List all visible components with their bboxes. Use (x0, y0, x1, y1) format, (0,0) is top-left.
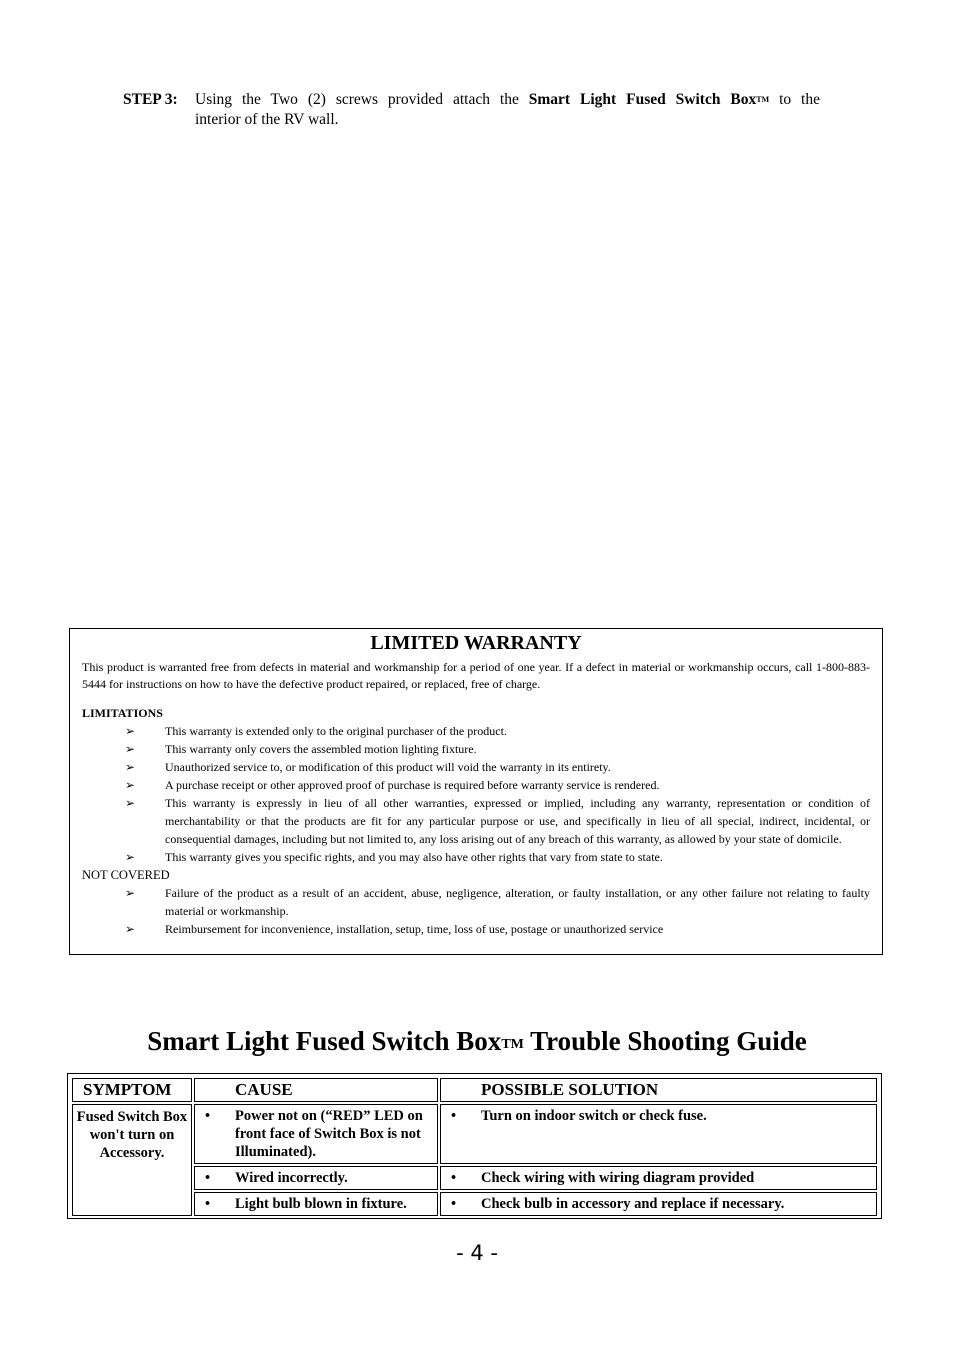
bullet-icon: • (205, 1108, 211, 1124)
solution-text: Check bulb in accessory and replace if necessary. (481, 1196, 785, 1212)
step-3-paragraph (123, 90, 820, 130)
arrow-bullet-icon: ➢ (125, 922, 136, 936)
product-name: Smart Light Fused Switch Box (528, 91, 757, 108)
list-item (70, 884, 882, 920)
step-text-line-1 (195, 90, 820, 110)
arrow-bullet-icon: ➢ (125, 778, 136, 792)
symptom-cell: Fused Switch Box won't turn on Accessory. (72, 1104, 192, 1216)
not-covered-list (70, 884, 882, 938)
cause-header: CAUSE (194, 1078, 438, 1102)
list-item (70, 848, 882, 866)
bullet-icon: • (451, 1196, 457, 1212)
cause-text: Light bulb blown in fixture. (235, 1196, 407, 1212)
solution-text: Check wiring with wiring diagram provided (481, 1170, 755, 1186)
limitation-text: This warranty gives you specific rights, and you may also have other rights that vary from state to state. (165, 850, 663, 864)
limitations-heading: LIMITATIONS (82, 706, 163, 720)
guide-title-suffix: Trouble Shooting Guide (523, 1026, 807, 1056)
table-row (72, 1192, 877, 1216)
not-covered-text: Failure of the product as a result of an accident, abuse, negligence, alteration, or faulty installation, or any other failure not relating to faulty material or workmanship. (165, 886, 870, 918)
list-item (70, 794, 882, 848)
step-label: STEP 3: (123, 91, 178, 108)
warranty-intro: This product is warranted free from defects in material and workmanship for a period of one year. If a defect in material or workmanship occurs, call 1-800-883-5444 for instructions on how to have the defective product repaired, or replaced, free of charge. (82, 660, 870, 691)
trademark: TM (756, 95, 770, 104)
list-item (70, 722, 882, 740)
limitation-text: A purchase receipt or other approved proof of purchase is required before warranty service is rendered. (165, 778, 660, 792)
symptom-header: SYMPTOM (72, 1078, 192, 1102)
arrow-bullet-icon: ➢ (125, 760, 136, 774)
step-text-suffix: to the (779, 91, 820, 108)
table-header-row (72, 1078, 877, 1102)
cause-text: Power not on (“RED” LED on front face of Switch Box is not Illuminated). (235, 1108, 423, 1160)
solution-text: Turn on indoor switch or check fuse. (481, 1108, 707, 1124)
arrow-bullet-icon: ➢ (125, 886, 136, 900)
arrow-bullet-icon: ➢ (125, 796, 136, 810)
table-row (72, 1166, 877, 1190)
guide-title-prefix: Smart Light Fused Switch Box (147, 1026, 502, 1056)
arrow-bullet-icon: ➢ (125, 850, 136, 864)
page-number: - 4 - (456, 1241, 498, 1265)
bullet-icon: • (205, 1170, 211, 1186)
not-covered-text: Reimbursement for inconvenience, installation, setup, time, loss of use, postage or unauthorized service (165, 922, 664, 936)
limitation-text: This warranty is expressly in lieu of all other warranties, expressed or implied, including any warranty, representation or condition of merchantability or that the products are fit for any particular purpose or use, and specifically in lieu of all special, indirect, incidental, or consequential damages, including but not limited to, any loss arising out of any breach of this warranty, as allowed by your state of domicile. (165, 796, 870, 846)
trouble-shooting-guide-title (0, 1024, 954, 1062)
bullet-icon: • (451, 1170, 457, 1186)
guide-trademark: TM (501, 1037, 524, 1052)
list-item (70, 758, 882, 776)
limited-warranty-box (69, 628, 883, 955)
step-text-line-2: interior of the RV wall. (195, 111, 339, 128)
solution-cell (440, 1104, 877, 1164)
cause-text: Wired incorrectly. (235, 1170, 348, 1186)
bullet-icon: • (451, 1108, 457, 1124)
table-row (72, 1104, 877, 1164)
limitation-text: Unauthorized service to, or modification of this product will void the warranty in its entirety. (165, 760, 611, 774)
arrow-bullet-icon: ➢ (125, 724, 136, 738)
list-item (70, 740, 882, 758)
not-covered-heading: NOT COVERED (82, 868, 170, 882)
trouble-table (70, 1076, 879, 1218)
limitation-text: This warranty is extended only to the original purchaser of the product. (165, 724, 507, 738)
cause-cell (194, 1166, 438, 1190)
cause-cell (194, 1192, 438, 1216)
solution-header: POSSIBLE SOLUTION (440, 1078, 877, 1102)
list-item (70, 776, 882, 794)
step-text-prefix: Using the Two (2) screws provided attach the (195, 91, 519, 108)
solution-cell (440, 1166, 877, 1190)
list-item (70, 920, 882, 938)
limitations-list (70, 722, 882, 866)
trouble-shooting-table (67, 1073, 882, 1219)
cause-cell (194, 1104, 438, 1164)
arrow-bullet-icon: ➢ (125, 742, 136, 756)
limitation-text: This warranty only covers the assembled motion lighting fixture. (165, 742, 477, 756)
warranty-title: LIMITED WARRANTY (370, 632, 582, 654)
solution-cell (440, 1192, 877, 1216)
bullet-icon: • (205, 1196, 211, 1212)
